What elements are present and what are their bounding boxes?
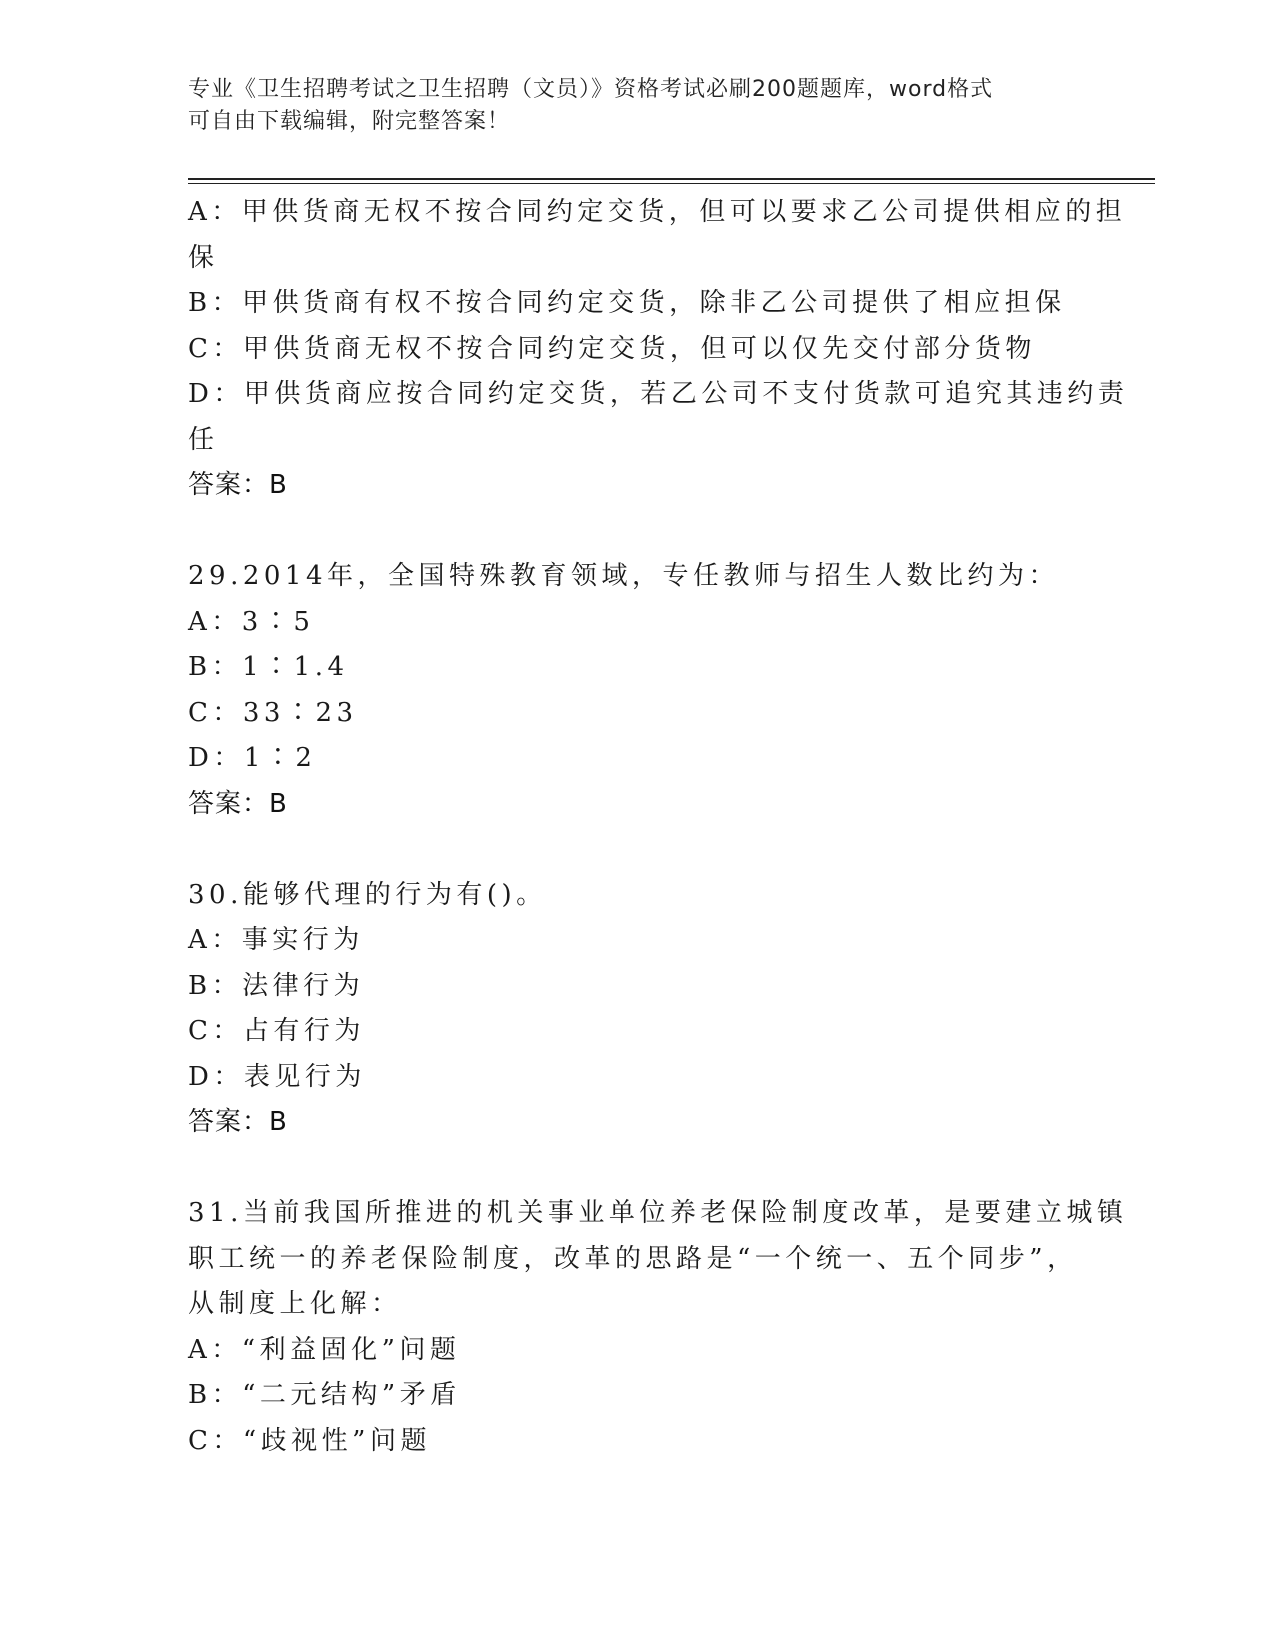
option-a-line-2: 保 [188,242,219,273]
question-stem-line-1: 31.当前我国所推进的机关事业单位养老保险制度改革，是要建立城镇 [188,1198,1128,1228]
header-divider-thin [188,183,1155,184]
question-29 [188,554,1088,827]
question-31 [188,1191,1128,1464]
option-c: C：“歧视性”问题 [188,1425,431,1456]
option-d: D：1∶2 [188,743,317,773]
answer: 答案：B [188,1107,288,1137]
option-a: A：“利益固化”问题 [188,1334,461,1365]
option-a: A：事实行为 [188,925,364,955]
option-d-line-2: 任 [188,424,219,455]
option-b: B：法律行为 [188,970,365,1001]
spacer [188,827,1088,873]
header-line-1: 专业《卫生招聘考试之卫生招聘（文员）》资格考试必刷200题题库，word格式 [188,77,994,102]
header-divider-thick [188,178,1155,180]
option-b: B：1∶1.4 [188,652,349,682]
question-stem: 30.能够代理的行为有()。 [188,879,547,910]
answer: 答案：B [188,788,288,819]
option-a-line-1: A：甲供货商无权不按合同约定交货，但可以要求乙公司提供相应的担 [188,197,1127,227]
question-28 [188,190,1129,509]
question-list [188,190,1129,1464]
option-d: D：表见行为 [188,1061,366,1092]
option-a: A：3∶5 [188,606,315,637]
document-header [188,74,1088,138]
option-d-line-1: D：甲供货商应按合同约定交货，若乙公司不支付货款可追究其违约责 [188,379,1129,409]
spacer [188,509,1088,555]
option-c: C：占有行为 [188,1016,365,1046]
option-c: C：甲供货商无权不按合同约定交货，但可以仅先交付部分货物 [188,333,1036,364]
question-stem-line-3: 从制度上化解： [188,1289,402,1319]
question-30 [188,873,1088,1146]
question-stem: 29.2014年，全国特殊教育领域，专任教师与招生人数比约为： [188,561,1060,591]
option-b: B：甲供货商有权不按合同约定交货，除非乙公司提供了相应担保 [188,288,1066,318]
question-stem-line-2: 职工统一的养老保险制度，改革的思路是“一个统一、五个同步”， [188,1243,1078,1274]
header-line-2: 可自由下载编辑，附完整答案！ [188,109,511,134]
option-b: B：“二元结构”矛盾 [188,1380,461,1410]
option-c: C：33∶23 [188,697,358,728]
spacer [188,1146,1088,1192]
answer: 答案：B [188,470,288,500]
